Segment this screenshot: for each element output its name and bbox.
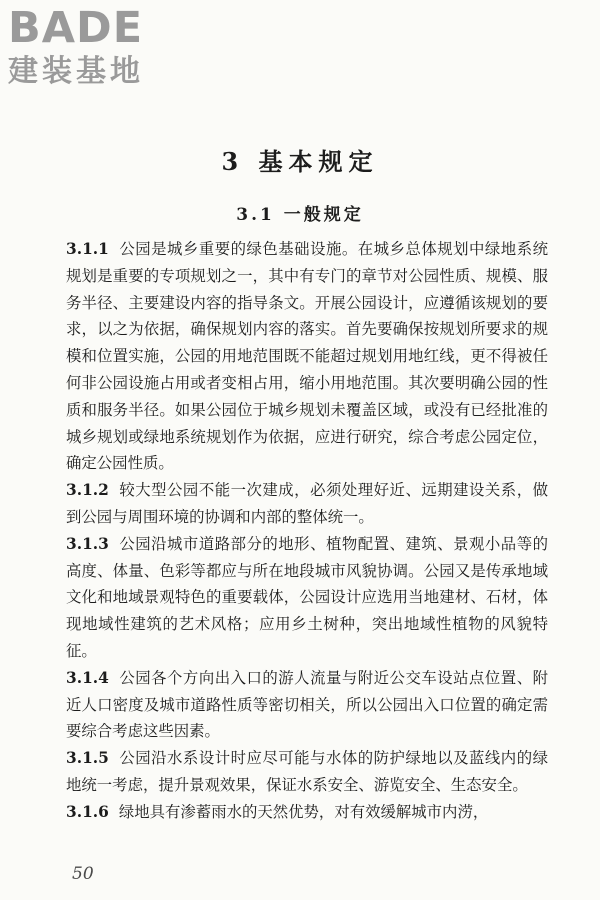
clause-text: 公园各个方向出入口的游人流量与附近公交车设站点位置、附近人口密度及城市道路性质等密切相关，所以公园出入口位置的确定需要综合考虑这些因素。	[66, 668, 548, 741]
clause-number: 3.1.6	[66, 802, 109, 821]
clause-3-1-5	[66, 745, 548, 799]
clause-number: 3.1.1	[66, 240, 109, 258]
logo	[8, 4, 183, 90]
clause-text: 公园沿城市道路部分的地形、植物配置、建筑、景观小品等的高度、体量、色彩等都应与所在地段城市风貌协调。公园又是传承地域文化和地域景观特色的重要载体，公园设计应选用当地建材、石材，体现地域性建筑的艺术风格；应用乡土树种，突出地域性植物的风貌特征。	[66, 534, 548, 660]
clause-3-1-2	[66, 477, 548, 531]
clause-text: 绿地具有渗蓄雨水的天然优势，对有效缓解城市内涝，	[118, 802, 489, 821]
clause-text: 公园沿水系设计时应尽可能与水体的防护绿地以及蓝线内的绿地统一考虑，提升景观效果，保证水系安全、游览安全、生态安全。	[66, 749, 548, 794]
clause-text: 较大型公园不能一次建成，必须处理好近、远期建设关系，做到公园与周围环境的协调和内部的整体统一。	[66, 481, 548, 526]
chapter-title: 3 基本规定	[221, 147, 379, 176]
clause-3-1-6	[66, 799, 548, 826]
logo-subtitle: 建装基地	[8, 54, 144, 89]
clause-number: 3.1.2	[66, 481, 109, 500]
clause-text: 公园是城乡重要的绿色基础设施。在城乡总体规划中绿地系统规划是重要的专项规划之一，其中有专门的章节对公园性质、规模、服务半径、主要建设内容的指导条文。开展公园设计，应遵循该规划的要求，以之为依据，确保规划内容的落实。首先要确保按规划所要求的规模和位置实施，公园的用地范围既不能超过规划用地红线，更不得被任何非公园设施占用或者变相占用，缩小用地范围。其次要明确公园的性质和服务半径。如果公园位于城乡规划未覆盖区域，或没有已经批准的城乡规划或绿地系统规划作为依据，应进行研究，综合考虑公园定位，确定公园性质。	[66, 240, 548, 473]
clause-3-1-3	[66, 531, 548, 665]
clause-number: 3.1.4	[66, 668, 109, 687]
section-title: 3.1 一般规定	[236, 205, 364, 225]
page-number: 50	[72, 864, 94, 884]
logo-wordmark: BADE	[8, 3, 144, 53]
clause-list	[66, 236, 548, 826]
clause-number: 3.1.3	[66, 534, 109, 553]
clause-3-1-1	[66, 236, 548, 477]
clause-number: 3.1.5	[66, 749, 109, 768]
clause-3-1-4	[66, 665, 548, 745]
